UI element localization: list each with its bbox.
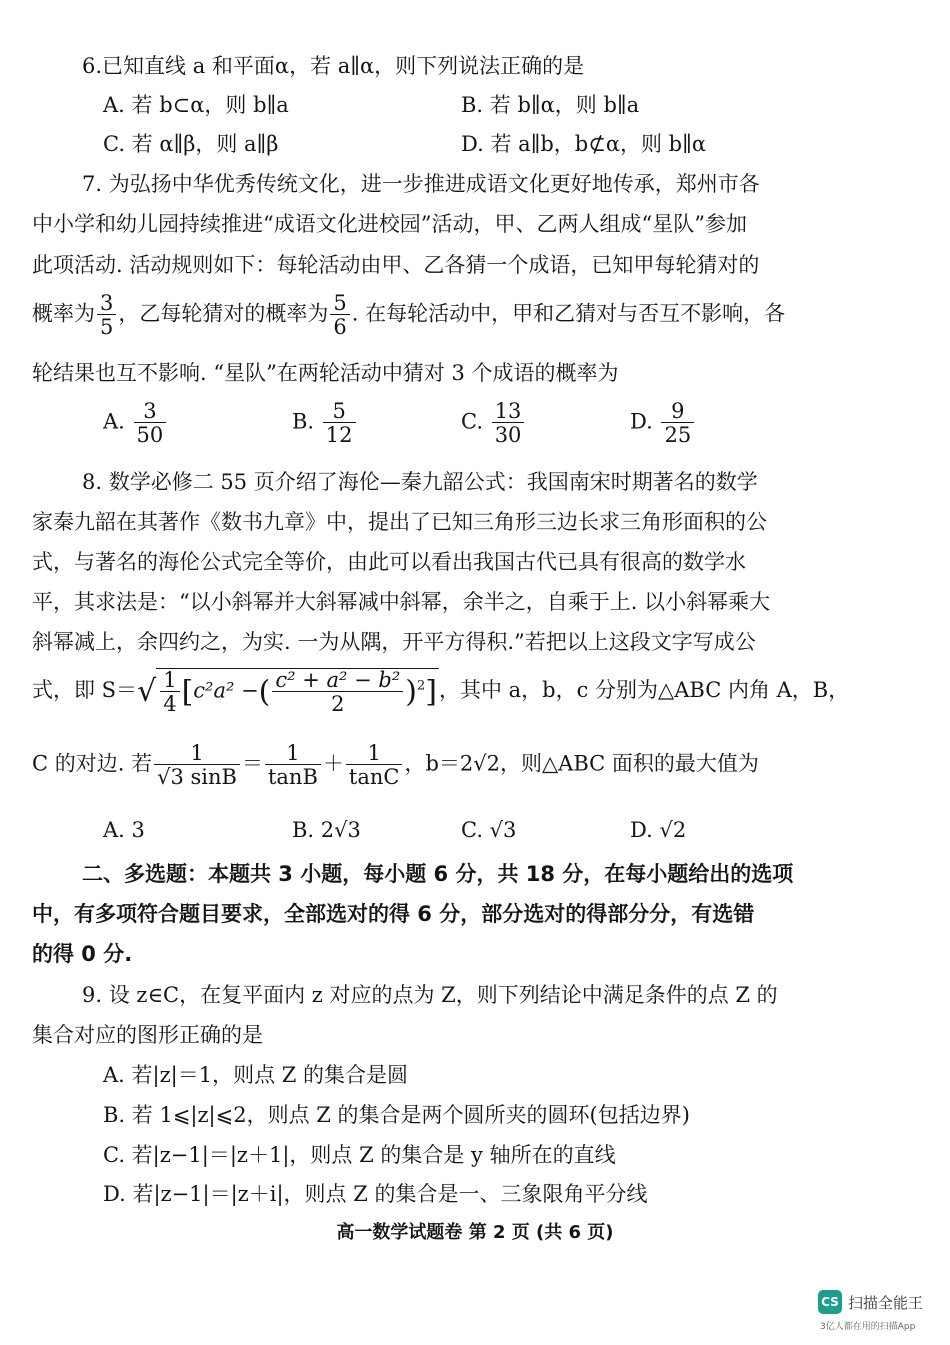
q7-option-c	[461, 400, 526, 446]
q7-option-d	[630, 400, 696, 446]
cond-left-fraction	[154, 742, 240, 788]
cond-left-num: 1	[190, 741, 204, 765]
section2-line-1: 二、多选题：本题共 3 小题，每小题 6 分，共 18 分，在每小题给出的选项	[82, 862, 794, 886]
camscanner-logo-icon: CS	[818, 1290, 842, 1314]
q7-option-a-label: A.	[103, 409, 125, 434]
q8-line-1: 8. 数学必修二 55 页介绍了海伦—秦九韶公式：我国南宋时期著名的数学	[82, 470, 758, 494]
inner-num: c² + a² − b²	[275, 668, 401, 692]
square-exponent: 2	[416, 678, 426, 694]
q9-option-a: A. 若|z|＝1，则点 Z 的集合是圆	[103, 1063, 409, 1087]
sqrt-radicand: $\frac{1}{4}$ [c²a² −( $\frac{\text{c² + a² − b²}}{2}$ )$^2$]	[156, 668, 439, 715]
q7-line-5: 轮结果也互不影响. “星队”在两轮活动中猜对 3 个成语的概率为	[32, 361, 619, 385]
q8-line-7-text-a: C 的对边. 若	[32, 751, 153, 776]
q7-option-a-den: 50	[134, 422, 167, 446]
p-yi-denominator: 6	[330, 314, 349, 338]
q7-option-d-num: 9	[671, 399, 685, 423]
q8-line-6-text-b: ，其中 a，b，c 分别为△ABC 内角 A，B，	[438, 678, 850, 703]
p-jia-denominator: 5	[97, 314, 116, 338]
q6-option-b: B. 若 b∥α，则 b∥a	[461, 93, 640, 117]
q7-option-d-label: D.	[630, 409, 653, 434]
quarter-fraction	[160, 669, 179, 715]
cond-plus: ＋	[322, 751, 344, 776]
q9-option-c: C. 若|z−1|＝|z＋1|，则点 Z 的集合是 y 轴所在的直线	[103, 1143, 616, 1167]
q7-line-3: 此项活动. 活动规则如下：每轮活动由甲、乙各猜一个成语，已知甲每轮猜对的	[32, 253, 760, 277]
p-jia-fraction	[97, 292, 116, 338]
q8-option-b: B. 2√3	[292, 818, 361, 842]
q9-line-1: 9. 设 z∈C，在复平面内 z 对应的点为 Z，则下列结论中满足条件的点 Z 的	[82, 983, 778, 1007]
q7-line-4-text-a: 概率为	[32, 301, 95, 326]
q7-option-b-label: B.	[292, 409, 315, 434]
cond-left-den: √3 sinB	[154, 764, 240, 788]
camscanner-name: 扫描全能王	[848, 1294, 924, 1312]
q7-line-2: 中小学和幼儿园持续推进“成语文化进校园”活动，甲、乙两人组成“星队”参加	[32, 212, 747, 236]
cond-m1-den: tanB	[265, 764, 321, 788]
q7-line-1: 7. 为弘扬中华优秀传统文化，进一步推进成语文化更好地传承，郑州市各	[82, 172, 760, 196]
cond-equals: ＝	[241, 751, 263, 776]
section2-line-2: 中，有多项符合题目要求，全部选对的得 6 分，部分选对的得部分分，有选错	[32, 902, 755, 926]
cond-m2-den: tanC	[346, 764, 403, 788]
q8-line-5: 斜幂减上，余四约之，为实. 一为从隅，开平方得积.”若把以上这段文字写成公	[32, 630, 756, 654]
q7-option-b-num: 5	[332, 399, 346, 423]
quarter-den: 4	[160, 691, 179, 715]
section2-line-3: 的得 0 分.	[32, 942, 133, 966]
q7-option-a-num: 3	[143, 399, 157, 423]
cond-m2-num: 1	[367, 741, 381, 765]
q7-option-b	[292, 400, 358, 446]
quarter-num: 1	[163, 668, 177, 692]
inner-fraction	[272, 669, 403, 715]
q6-option-d: D. 若 a∥b，b⊄α，则 b∥α	[461, 132, 706, 156]
q9-option-b: B. 若 1⩽|z|⩽2，则点 Z 的集合是两个圆所夹的圆环(包括边界)	[103, 1103, 690, 1127]
q6-stem: 6.已知直线 a 和平面α，若 a∥α，则下列说法正确的是	[82, 54, 585, 78]
cond-m1-fraction	[265, 742, 321, 788]
q9-option-d: D. 若|z−1|＝|z＋i|，则点 Z 的集合是一、三象限角平分线	[103, 1182, 648, 1206]
q6-option-a: A. 若 b⊂α，则 b∥a	[103, 93, 289, 117]
cond-m2-fraction	[346, 742, 403, 788]
q7-option-c-num: 13	[494, 399, 522, 423]
q8-line-7	[32, 742, 759, 788]
p-jia-numerator: 3	[100, 291, 114, 315]
q8-option-c: C. √3	[461, 818, 517, 842]
page-footer: 高一数学试题卷 第 2 页 (共 6 页)	[336, 1222, 614, 1243]
q7-option-c-label: C.	[461, 409, 483, 434]
q7-line-4-text-b: ，乙每轮猜对的概率为	[118, 301, 329, 326]
sqrt-sign: √	[137, 674, 157, 710]
p-yi-numerator: 5	[333, 291, 347, 315]
q8-line-6-text-a: 式，即 S＝	[32, 678, 138, 703]
q9-line-2: 集合对应的图形正确的是	[32, 1023, 263, 1047]
q8-line-4: 平，其求法是：“以小斜幂并大斜幂减中斜幂，余半之，自乘于上. 以小斜幂乘大	[32, 590, 771, 614]
cond-m1-num: 1	[286, 741, 300, 765]
q8-line-6	[32, 668, 849, 715]
q6-option-c: C. 若 α∥β，则 a∥β	[103, 132, 279, 156]
q7-option-a	[103, 400, 168, 446]
q7-option-b-den: 12	[323, 422, 356, 446]
q8-line-2: 家秦九韶在其著作《数书九章》中，提出了已知三角形三边长求三角形面积的公	[32, 510, 767, 534]
q8-option-d: D. √2	[630, 818, 687, 842]
inner-den: 2	[272, 691, 403, 715]
p-yi-fraction	[330, 292, 349, 338]
formula-c2a2: c²a² −	[193, 678, 259, 703]
q8-line-3: 式，与著名的海伦公式完全等价，由此可以看出我国古代已具有很高的数学水	[32, 550, 746, 574]
q8-line-7-text-b: ，b＝2√2，则△ABC 面积的最大值为	[404, 751, 759, 776]
q7-option-c-den: 30	[492, 422, 525, 446]
q7-line-4	[32, 292, 785, 338]
camscanner-tagline: 3亿人都在用的扫描App	[820, 1322, 916, 1332]
q7-option-d-den: 25	[661, 422, 694, 446]
q8-option-a: A. 3	[103, 818, 145, 842]
q7-line-4-text-c: . 在每轮活动中，甲和乙猜对与否互不影响，各	[351, 301, 786, 326]
